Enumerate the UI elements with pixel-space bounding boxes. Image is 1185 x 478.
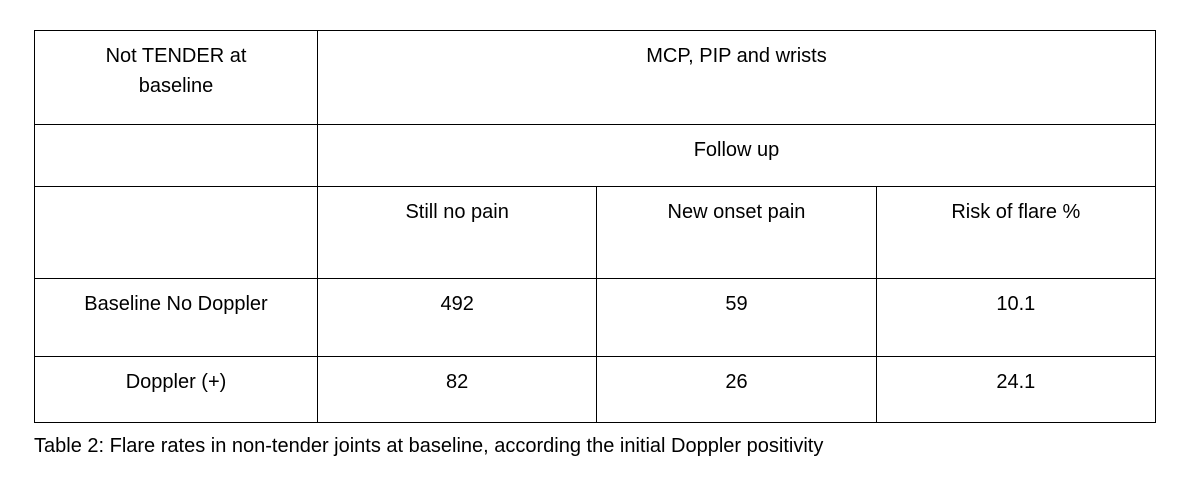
column-header-still-no-pain: Still no pain: [318, 187, 597, 279]
row-label-baseline-no-doppler: Baseline No Doppler: [35, 279, 318, 357]
table-row-column-headers: [35, 187, 1156, 279]
cell-doppler-positive-still-no-pain: 82: [318, 357, 597, 423]
flare-rates-table: [34, 30, 1156, 423]
cell-baseline-no-doppler-new-onset-pain: 59: [597, 279, 876, 357]
column-header-new-onset-pain: New onset pain: [597, 187, 876, 279]
table-caption: Table 2: Flare rates in non-tender joints at baseline, according the initial Doppler positivity: [34, 435, 824, 457]
followup-header-cell: Follow up: [318, 125, 1156, 187]
table-row-followup: [35, 125, 1156, 187]
table-row: [35, 279, 1156, 357]
corner-header-cell: [35, 31, 318, 125]
cell-doppler-positive-new-onset-pain: 26: [597, 357, 876, 423]
corner-header-line2: baseline: [138, 75, 214, 97]
row-label-doppler-positive: Doppler (+): [35, 357, 318, 423]
cell-baseline-no-doppler-risk-of-flare: 10.1: [876, 279, 1155, 357]
column-header-risk-of-flare: Risk of flare %: [876, 187, 1155, 279]
table-row: [35, 357, 1156, 423]
cell-doppler-positive-risk-of-flare: 24.1: [876, 357, 1155, 423]
corner-header-line1: Not TENDER at: [105, 45, 247, 67]
blank-cell-followup: [35, 125, 318, 187]
cell-baseline-no-doppler-still-no-pain: 492: [318, 279, 597, 357]
blank-cell-columns: [35, 187, 318, 279]
table-row-title: [35, 31, 1156, 125]
joints-header-cell: MCP, PIP and wrists: [318, 31, 1156, 125]
